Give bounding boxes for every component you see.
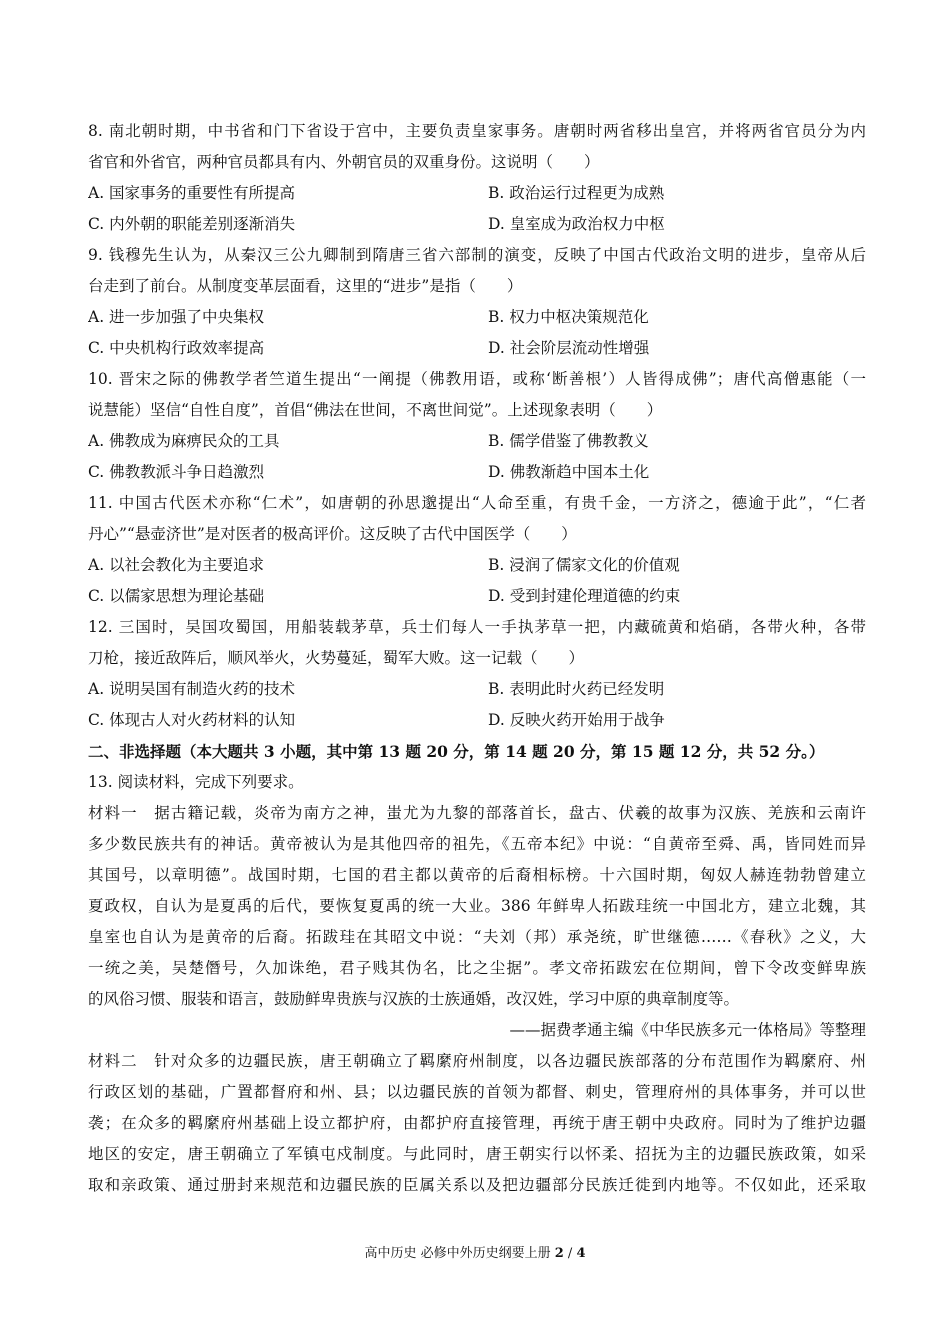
option-b: B. 表明此时火药已经发明 xyxy=(488,680,665,698)
material-line: 一统之美，吴楚僭号，久加诛绝，君子贱其伪名，比之尘据”。孝文帝拓跋宏在位期间，曾下令改变鲜卑族 xyxy=(88,959,866,977)
section-heading: 二、非选择题（本大题共 3 小题，其中第 13 题 20 分，第 14 题 20 分，第 15 题 12 分，共 52 分。） xyxy=(88,742,825,761)
question-13-intro: 13. 阅读材料，完成下列要求。 xyxy=(88,773,304,791)
question-9 xyxy=(88,240,866,364)
option-a: A. 佛教成为麻痹民众的工具 xyxy=(88,432,280,450)
option-c: C. 中央机构行政效率提高 xyxy=(88,339,265,357)
question-stem-line: 省官和外省官，两种官员都具有内、外朝官员的双重身份。这说明（ ） xyxy=(88,153,600,171)
question-10 xyxy=(88,364,866,488)
material-line: 夏政权，自认为是夏禹的后代，要恢复夏禹的统一大业。386 年鲜卑人拓跋珪统一中国北方，建立北魏，其 xyxy=(88,897,866,915)
option-d: D. 反映火药开始用于战争 xyxy=(488,711,665,729)
option-c: C. 以儒家思想为理论基础 xyxy=(88,587,265,605)
page-separator: / xyxy=(563,1246,577,1261)
question-stem-line: 台走到了前台。从制度变革层面看，这里的“进步”是指（ ） xyxy=(88,277,523,295)
question-11 xyxy=(88,488,866,612)
option-b: B. 政治运行过程更为成熟 xyxy=(488,184,665,202)
option-b: B. 权力中枢决策规范化 xyxy=(488,308,649,326)
option-a: A. 进一步加强了中央集权 xyxy=(88,308,265,326)
page-total: 4 xyxy=(576,1246,586,1261)
option-d: D. 佛教渐趋中国本土化 xyxy=(488,463,650,481)
material-one xyxy=(88,798,866,1046)
material-line: 材料二 针对众多的边疆民族，唐王朝确立了羁縻府州制度，以各边疆民族部落的分布范围作为羁縻府、州 xyxy=(88,1052,866,1070)
material-line: 皇室也自认为是黄帝的后裔。拓跋珪在其昭文中说：“夫刘（邦）承尧统，旷世继德……《春秋》之义，大 xyxy=(88,928,866,946)
question-stem-line: 丹心”“悬壶济世”是对医者的极高评价。这反映了古代中国医学（ ） xyxy=(88,525,577,543)
question-stem-line: 说慧能）坚信“自性自度”，首倡“佛法在世间，不离世间觉”。上述现象表明（ ） xyxy=(88,401,663,419)
material-line: 多少数民族共有的神话。黄帝被认为是其他四帝的祖先，《五帝本纪》中说：“自黄帝至舜、禹，皆同姓而异 xyxy=(88,835,866,853)
option-d: D. 受到封建伦理道德的约束 xyxy=(488,587,681,605)
option-c: C. 体现古人对火药材料的认知 xyxy=(88,711,296,729)
option-d: D. 皇室成为政治权力中枢 xyxy=(488,215,665,233)
question-stem-line: 刀枪，接近敌阵后，顺风举火，火势蔓延，蜀军大败。这一记载（ ） xyxy=(88,649,585,667)
question-stem-line: 11. 中国古代医术亦称“仁术”，如唐朝的孙思邈提出“人命至重，有贵千金，一方济之，德逾于此”，“仁者 xyxy=(88,494,866,512)
option-c: C. 佛教教派斗争日趋激烈 xyxy=(88,463,265,481)
option-a: A. 国家事务的重要性有所提高 xyxy=(88,184,296,202)
option-a: A. 说明吴国有制造火药的技术 xyxy=(88,680,296,698)
material-line: 其国号，以章明德”。战国时期，七国的君主都以黄帝的后裔相标榜。十六国时期，匈奴人赫连勃勃曾建立 xyxy=(88,866,866,884)
option-d: D. 社会阶层流动性增强 xyxy=(488,339,650,357)
material-line: 材料一 据古籍记载，炎帝为南方之神，蚩尤为九黎的部落首长，盘古、伏羲的故事为汉族、羌族和云南许 xyxy=(88,804,866,822)
material-two xyxy=(88,1046,866,1201)
option-c: C. 内外朝的职能差别逐渐消失 xyxy=(88,215,296,233)
question-stem-line: 12. 三国时，吴国攻蜀国，用船装载茅草，兵士们每人一手执茅草一把，内藏硫黄和焰硝，各带火种，各带 xyxy=(88,618,866,636)
material-line: 行政区划的基础，广置都督府和州、县；以边疆民族的首领为都督、刺史，管理府州的具体事务，并可以世 xyxy=(88,1083,866,1101)
material-line: 袭；在众多的羁縻府州基础上设立都护府，由都护府直接管理，再统于唐王朝中央政府。同时为了维护边疆 xyxy=(88,1114,866,1132)
material-line: 取和亲政策、通过册封来规范和边疆民族的臣属关系以及把边疆部分民族迁徙到内地等。不仅如此，还采取 xyxy=(88,1176,866,1194)
page-number: 2 xyxy=(554,1246,564,1261)
option-a: A. 以社会教化为主要追求 xyxy=(88,556,265,574)
question-stem-line: 9. 钱穆先生认为，从秦汉三公九卿制到隋唐三省六部制的演变，反映了中国古代政治文明的进步，皇帝从后 xyxy=(88,246,866,264)
question-12 xyxy=(88,612,866,736)
question-stem-line: 10. 晋宋之际的佛教学者竺道生提出“一阐提（佛教用语，或称‘断善根’）人皆得成佛”；唐代高僧惠能（一 xyxy=(88,370,866,388)
footer-title: 高中历史 必修中外历史纲要上册 xyxy=(364,1246,555,1261)
option-b: B. 儒学借鉴了佛教教义 xyxy=(488,432,649,450)
material-source: ——据费孝通主编《中华民族多元一体格局》等整理 xyxy=(509,1021,866,1039)
material-line: 地区的安定，唐王朝确立了军镇屯戍制度。与此同时，唐王朝实行以怀柔、招抚为主的边疆民族政策，如采 xyxy=(88,1145,866,1163)
question-8 xyxy=(88,116,866,240)
option-b: B. 浸润了儒家文化的价值观 xyxy=(488,556,680,574)
page-footer xyxy=(0,1244,950,1264)
material-line: 的风俗习惯、服装和语言，鼓励鲜卑贵族与汉族的士族通婚，改汉姓，学习中原的典章制度等。 xyxy=(88,990,740,1008)
question-stem-line: 8. 南北朝时期，中书省和门下省设于宫中，主要负责皇家事务。唐朝时两省移出皇宫，并将两省官员分为内 xyxy=(88,122,866,140)
exam-page xyxy=(88,116,866,1201)
